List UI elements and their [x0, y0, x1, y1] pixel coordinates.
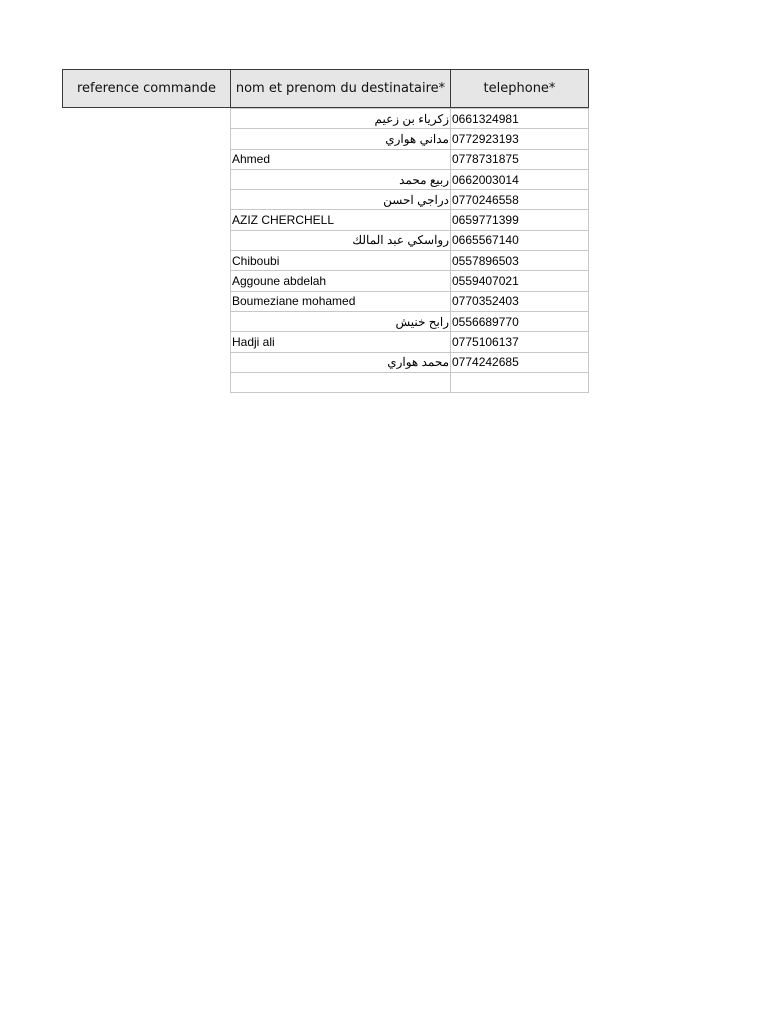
table-row: [231, 109, 589, 129]
table-row: [231, 210, 589, 230]
table-row: [231, 190, 589, 210]
recipient-name-cell: Chiboubi: [231, 251, 451, 271]
recipient-name-cell: Ahmed: [231, 149, 451, 169]
recipient-name-cell: محمد هواري: [231, 352, 451, 372]
telephone-cell: 0775106137: [451, 332, 589, 352]
recipient-name-cell: Hadji ali: [231, 332, 451, 352]
table-row: [231, 311, 589, 331]
recipient-name-cell: [231, 372, 451, 392]
telephone-cell: 0772923193: [451, 129, 589, 149]
header-nom-prenom: nom et prenom du destinataire*: [231, 69, 451, 108]
table-row: [231, 352, 589, 372]
telephone-cell: 0556689770: [451, 311, 589, 331]
recipient-name-cell: ربيع محمد: [231, 169, 451, 189]
telephone-cell: 0559407021: [451, 271, 589, 291]
telephone-cell: 0661324981: [451, 109, 589, 129]
telephone-cell: 0770352403: [451, 291, 589, 311]
table-row: [231, 169, 589, 189]
recipients-table: [230, 108, 589, 393]
header-telephone: telephone*: [451, 69, 589, 108]
table-row: [231, 251, 589, 271]
telephone-cell: 0774242685: [451, 352, 589, 372]
table-header-row: [62, 69, 589, 108]
table-row: [231, 332, 589, 352]
telephone-cell: 0770246558: [451, 190, 589, 210]
recipient-name-cell: زكرياء بن زعيم: [231, 109, 451, 129]
recipient-name-cell: AZIZ CHERCHELL: [231, 210, 451, 230]
recipient-name-cell: Aggoune abdelah: [231, 271, 451, 291]
recipient-name-cell: مداني هواري: [231, 129, 451, 149]
table-row: [231, 372, 589, 392]
table-row: [231, 149, 589, 169]
recipients-table-body: [231, 109, 589, 393]
table-row: [231, 129, 589, 149]
recipient-name-cell: Boumeziane mohamed: [231, 291, 451, 311]
telephone-cell: 0662003014: [451, 169, 589, 189]
telephone-cell: [451, 372, 589, 392]
header-reference-commande: reference commande: [62, 69, 231, 108]
table-row: [231, 230, 589, 250]
table-row: [231, 291, 589, 311]
telephone-cell: 0665567140: [451, 230, 589, 250]
recipient-name-cell: رواسكي عبد المالك: [231, 230, 451, 250]
telephone-cell: 0659771399: [451, 210, 589, 230]
recipient-name-cell: دراجي احسن: [231, 190, 451, 210]
telephone-cell: 0778731875: [451, 149, 589, 169]
table-row: [231, 271, 589, 291]
recipient-name-cell: رابح خنيش: [231, 311, 451, 331]
telephone-cell: 0557896503: [451, 251, 589, 271]
